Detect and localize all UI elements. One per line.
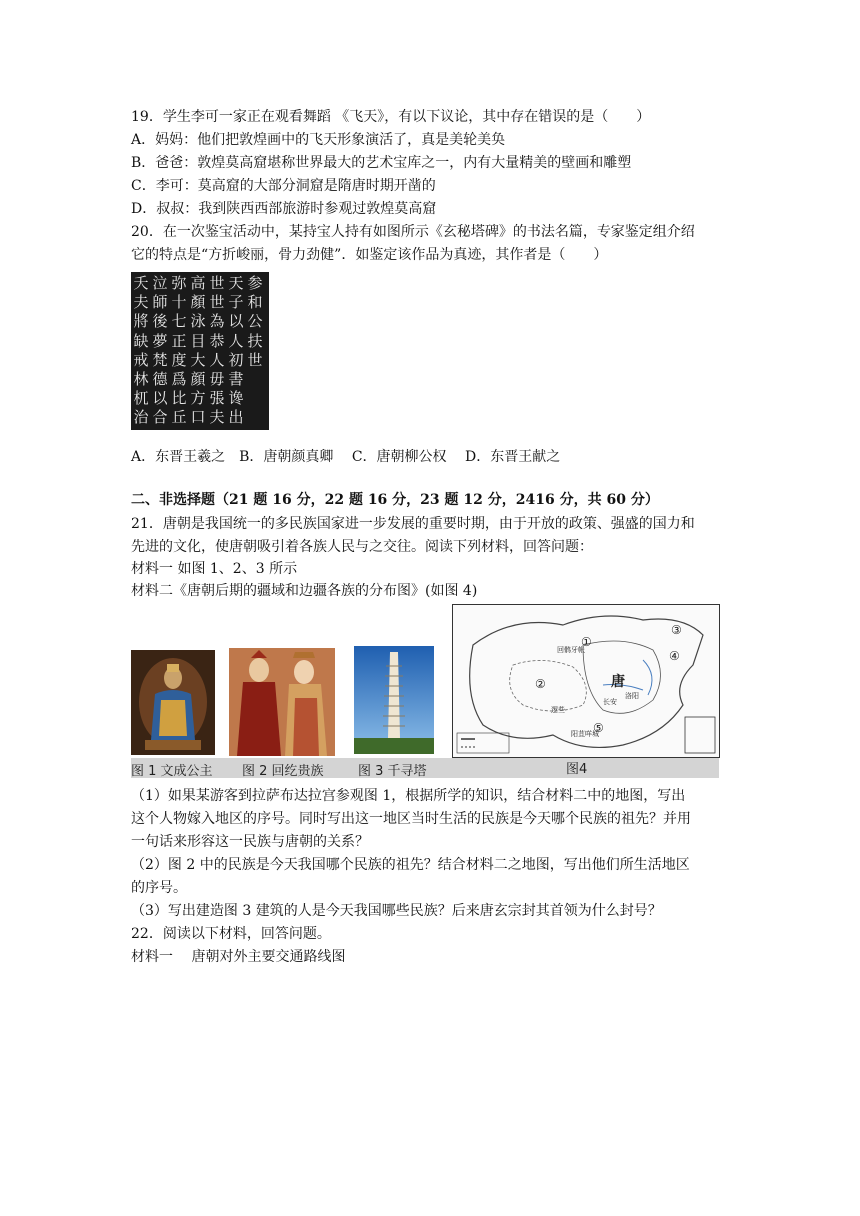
figure2-caption: 图 2 回纥贵族: [242, 764, 324, 779]
q21-line1: 21．唐朝是我国统一的多民族国家进一步发展的重要时期，由于开放的政策、强盛的国力和: [131, 516, 695, 532]
map-label-1: ①: [581, 635, 592, 649]
calligraphy-character: 初: [228, 350, 244, 369]
calligraphy-character: 德: [152, 370, 168, 388]
calligraphy-image: [131, 272, 269, 430]
calligraphy-character: 天: [228, 274, 244, 292]
q21-material1: 材料一 如图 1、2、3 所示: [131, 561, 298, 577]
map-label-5: ⑤: [593, 721, 604, 735]
figure3-caption: 图 3 千寻塔: [358, 764, 427, 779]
q19-option-c: C．李可：莫高窟的大部分洞窟是隋唐时期开凿的: [131, 178, 436, 194]
calligraphy-character: 顔: [190, 370, 206, 388]
map-label-huigu-yazhang: 回鹘牙帐: [557, 646, 585, 654]
q20-stem-line1: 20．在一次鉴宝活动中，某持宝人持有如图所示《玄秘塔碑》的书法名篇，专家鉴定组介绍: [131, 224, 695, 240]
calligraphy-character: 夫: [209, 408, 225, 427]
calligraphy-character: 大: [190, 350, 206, 369]
calligraphy-character: 林: [133, 370, 149, 388]
calligraphy-character: 人: [228, 331, 244, 350]
calligraphy-character: 丘: [171, 408, 187, 427]
calligraphy-character: 扶: [247, 331, 263, 350]
map-label-yangjumie: 阳苴咩城: [571, 730, 599, 738]
figure1-caption: 图 1 文成公主: [131, 764, 213, 779]
map-label-tang: 唐: [611, 674, 625, 690]
q20-stem-line2: 它的特点是“方折峻丽，骨力劲健”．如鉴定该作品为真迹，其作者是（ ）: [131, 247, 608, 263]
map-label-luoyang: 洛阳: [625, 692, 639, 700]
calligraphy-character: 夫: [133, 293, 149, 312]
q21-line2: 先进的文化，使唐朝吸引着各族人民与之交往。阅读下列材料，回答问题：: [131, 539, 593, 555]
calligraphy-character: 後: [152, 312, 168, 331]
calligraphy-character: 口: [190, 408, 206, 427]
q20-options: A．东晋王羲之 B．唐朝颜真卿 C．唐朝柳公权 D．东晋王献之: [131, 449, 561, 465]
q19-stem: 19．学生李可一家正在观看舞蹈 《飞天》，有以下议论，其中存在错误的是（ ）: [131, 109, 651, 125]
q19-option-b: B．爸爸：敦煌莫高窟堪称世界最大的艺术宝库之一，内有大量精美的壁画和雕塑: [131, 155, 632, 171]
calligraphy-character: 毋: [209, 370, 225, 388]
calligraphy-character: 十: [171, 293, 187, 312]
q21-sub1-line3: 一句话来形容这一民族与唐朝的关系？: [131, 834, 369, 850]
q19-option-d: D．叔叔：我到陕西西部旅游时参观过敦煌莫高窟: [131, 201, 437, 217]
figure2-uighur-nobles-image: [229, 648, 335, 756]
map-label-luoxie: 逻些: [551, 706, 565, 714]
calligraphy-character: 以: [228, 312, 244, 331]
q22-stem: 22．阅读以下材料，回答问题。: [131, 926, 331, 942]
calligraphy-character: 人: [209, 350, 225, 369]
calligraphy-character: 為: [209, 312, 225, 331]
map-label-2: ②: [535, 677, 546, 691]
calligraphy-character: 爲: [171, 370, 187, 388]
map-label-changan: 长安: [603, 698, 617, 706]
q21-sub2-line1: （2）图 2 中的民族是今天我国哪个民族的祖先？结合材料二之地图，写出他们所生活地区: [131, 857, 690, 873]
calligraphy-character: 顏: [190, 293, 206, 312]
calligraphy-character: 合: [152, 408, 168, 427]
calligraphy-character: 子: [228, 293, 244, 312]
calligraphy-character: 七: [171, 312, 187, 331]
calligraphy-character: 泣: [152, 274, 168, 292]
calligraphy-character: 世: [209, 274, 225, 292]
calligraphy-character: 世: [209, 293, 225, 312]
calligraphy-character: 杌: [133, 389, 149, 408]
calligraphy-character: 出: [228, 408, 244, 427]
calligraphy-character: 方: [190, 389, 206, 408]
calligraphy-character: 弥: [171, 274, 187, 292]
figure4-caption: 图4: [566, 762, 588, 777]
calligraphy-character: 治: [133, 408, 149, 427]
q21-sub1-line2: 这个人物嫁入地区的序号。同时写出这一地区当时生活的民族是今天哪个民族的祖先？并用: [131, 811, 691, 827]
section2-heading: 二、非选择题（21 题 16 分，22 题 16 分，23 题 12 分，2416 分，共 60 分）: [131, 492, 659, 508]
calligraphy-character: 谗: [228, 389, 244, 408]
figure4-tang-territory-map: [452, 604, 720, 758]
map-label-3: ③: [671, 623, 682, 637]
calligraphy-character: 参: [247, 274, 263, 292]
calligraphy-character: 公: [247, 312, 263, 331]
calligraphy-character: 正: [171, 331, 187, 350]
map-label-4: ④: [669, 649, 680, 663]
q22-material1: 材料一 唐朝对外主要交通路线图: [131, 949, 346, 965]
calligraphy-character: 梵: [152, 350, 168, 369]
calligraphy-character: 以: [152, 389, 168, 408]
calligraphy-character: 目: [190, 331, 206, 350]
q21-material2: 材料二《唐朝后期的疆域和边疆各族的分布图》(如图 4): [131, 583, 478, 599]
calligraphy-character: 戒: [133, 350, 149, 369]
calligraphy-character: 度: [171, 350, 187, 369]
q19-option-a: A．妈妈：他们把敦煌画中的飞天形象演活了，真是美轮美奂: [131, 132, 506, 148]
calligraphy-character: 高: [190, 274, 206, 292]
q21-sub3: （3）写出建造图 3 建筑的人是今天我国哪些民族？后来唐玄宗封其首领为什么封号？: [131, 903, 662, 919]
calligraphy-character: 世: [247, 350, 263, 369]
q21-sub1-line1: （1）如果某游客到拉萨布达拉宫参观图 1，根据所学的知识，结合材料二中的地图，写出: [131, 788, 686, 804]
calligraphy-character: 比: [171, 389, 187, 408]
calligraphy-character: 恭: [209, 331, 225, 350]
figure1-princess-wencheng-image: [131, 650, 215, 755]
calligraphy-character: 師: [152, 293, 168, 312]
calligraphy-character: 缺: [133, 331, 149, 350]
calligraphy-character: 夭: [133, 274, 149, 292]
calligraphy-character: 夢: [152, 331, 168, 350]
figure3-qianxun-pagoda-image: [354, 646, 434, 754]
calligraphy-character: 和: [247, 293, 263, 312]
q21-sub2-line2: 的序号。: [131, 880, 187, 896]
calligraphy-character: 書: [228, 370, 244, 388]
calligraphy-character: 將: [133, 312, 149, 331]
calligraphy-character: 泳: [190, 312, 206, 331]
calligraphy-character: 張: [209, 389, 225, 408]
